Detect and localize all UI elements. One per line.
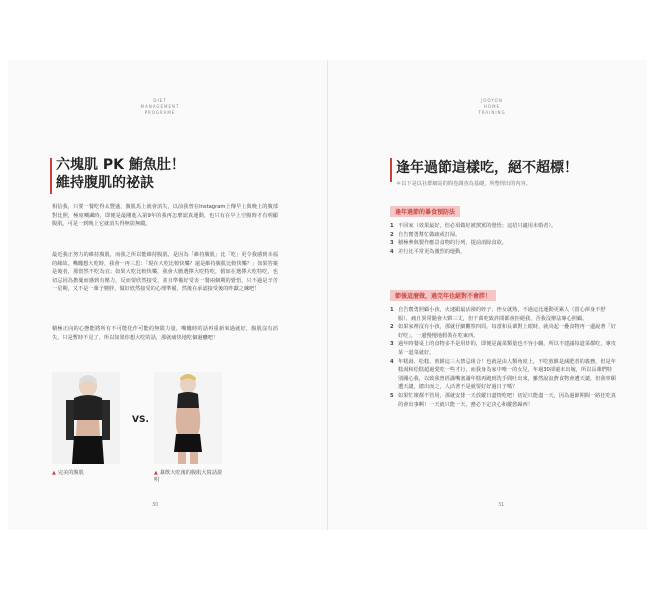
list-item: [390, 248, 616, 257]
list-item: [390, 239, 616, 248]
section1-label: 逢年過節的暴食預防法: [390, 206, 460, 217]
item-number: 5: [390, 392, 394, 399]
list-item: [390, 358, 616, 392]
left-title-accent: [50, 158, 52, 194]
vs-label: VS.: [132, 415, 149, 425]
item-text: 差行比平常更為激烈的運動。: [398, 248, 466, 255]
left-page-number: 30: [152, 502, 159, 508]
list-item: [390, 306, 616, 323]
item-number: 2: [390, 324, 394, 331]
header-line: HOME: [483, 104, 501, 109]
photo-after-binge: [154, 372, 222, 464]
item-text: 過年時餐桌上的食物多半是用炸的，即便是蔬菜類量也不容小覷，所以不建議每道菜都吃，專攻某一道菜就好。: [398, 341, 616, 356]
item-text: 自告奮勇幫忙做疏戒打掃。: [398, 231, 461, 238]
item-number: 3: [390, 341, 394, 348]
title-line-2: 維持腹肌的祕訣: [56, 175, 154, 191]
right-running-header: [462, 98, 522, 116]
list-item: [390, 231, 616, 240]
list-item: [390, 392, 616, 409]
item-number: 4: [390, 248, 394, 255]
item-number: 1: [390, 223, 394, 229]
item-text: 積極參與製作應景食物的行列，提前消除食欲。: [398, 240, 507, 247]
right-page-subtitle: ＊以下是以社群網站的問卷調查為基礎，所整理出的內容。: [396, 181, 531, 187]
item-number: 3: [390, 240, 394, 247]
photo2-caption: [154, 470, 226, 484]
photo-perfect-abs: [52, 372, 120, 464]
left-running-header: [130, 98, 190, 116]
left-page-title: [56, 156, 256, 192]
photo2-caption-text: 暴飲大吃後的腹肌大寫話證明: [154, 470, 223, 483]
list-item: [390, 323, 616, 340]
body-paragraph-2: 最近我正努力的維持腹肌，而我之所以能維持腹肌，是因為「維持腹肌」比「吃」更令我感到幸福的緣故。嘴饞想大吃時，我會一再三思：「現在大吃比較快樂？還是維持腹肌比較快樂？」如果答案是後者，那當然不吃為宜；如果大吃比較快樂，我會大膽選擇大吃特吃，假如在選擇大吃特吃，也切忌因為擔憂而感到有壓力，反而要欣然接受，並且準備好受害一餐兩個期的覺悟，只不過是辛苦一星期，又不是一輩子變胖，做好欣然接受的心理準備，然後在承認接受後的昨獻之練吧！: [52, 252, 278, 293]
item-text: 如果家裡沒有小孩，那就仔細觀察四周，每當和長輩對上眼時，就央起一疊食物再一邊說著「好好吃」，一邊慢慢地假裝在吃東西。: [398, 324, 616, 339]
body-paragraph-3: 積極正向的心態能將所有不可能化作可能的無限力量，嘴饞時的話再重新來過就好，腹肌沒有消失，只是暫時不見了，所以如果你想大吃的話，那就痛快地吃個過癮吧！: [52, 326, 278, 341]
header-line: PROGRAME: [144, 110, 176, 115]
triangle-icon: ▲: [52, 470, 56, 476]
item-number: 1: [390, 307, 394, 313]
list-item: [390, 222, 616, 231]
header-line: MANAGEMENT: [140, 104, 180, 109]
list-item: [390, 340, 616, 357]
item-text: 不回家（效果最好，但必須做好被挨罵的覺悟；這招只適用未婚者）。: [398, 223, 557, 229]
photo1-caption: [52, 470, 127, 477]
page-gutter: [327, 60, 328, 530]
item-text: 年糕湯、松糕、煎餅這三大禁忌組合！也就是由人類角度上，不吃煎餅是減肥者的義務，但是年糕湯和松糕超過愛吃一些才行，而我身為家中唯一的女兒，年過30卻還未出嫁，所以長輩們特別關心我，以致我曾經滿嘴塞滿年糕再跑到洗手間吐出來，雖然說浪費食物會遭天譴，但我寧願遭天譴，總出而之，人活著不是就要好好過日子嗎？: [398, 358, 616, 391]
header-line: TRAINING: [478, 110, 506, 115]
item-number: 2: [390, 231, 394, 238]
right-page-title: 逢年過節這樣吃，絕不超標！: [396, 160, 578, 176]
right-title-accent: [390, 158, 392, 182]
section2-label: 節後這麼做，過完年也絕對不會胖！: [390, 290, 496, 301]
item-text: 如果忙壞都不管用，那就安排一天放縱日盡情吃吧！切記只能盡一天，因為過節期間一路狂吃真的會出事啊！一天就只能一天，務必下定決心和縱慾歸西！: [398, 392, 616, 408]
item-text: 自告奮勇照顧小孩，火速跟最活潑的姪子、侄女就熟，不過這比運動更累人（當心渾身不舒服），痛且異常隨會大夥三丈，但千萬吃致詐間都會拒絕我，否我沒辦法專心照顧。: [398, 307, 606, 322]
body-paragraph-1: 相信我，只要一餐吃得太豐盛，腹肌馬上就會消失，以前我曾在Instagram上傳早上與晚上的腹部對比照，極度嘲諷時，即便是最剛進入第9年的我再怎麼認真運動，也只有在早上空腹時才有明顯腹肌，可是一到晚上它就消失得無影無蹤。: [52, 204, 278, 228]
right-page-number: 31: [498, 502, 505, 508]
item-number: 4: [390, 358, 394, 365]
section2-list: [390, 306, 616, 409]
section1-list: [390, 222, 616, 256]
triangle-icon: ▲: [154, 470, 158, 476]
header-line: JOOYON: [481, 98, 503, 103]
header-line: DIET: [153, 98, 167, 103]
photo1-caption-text: 完美的腹肌: [57, 470, 84, 476]
title-line-1: 六塊肌 PK 鮪魚肚！: [56, 157, 185, 173]
